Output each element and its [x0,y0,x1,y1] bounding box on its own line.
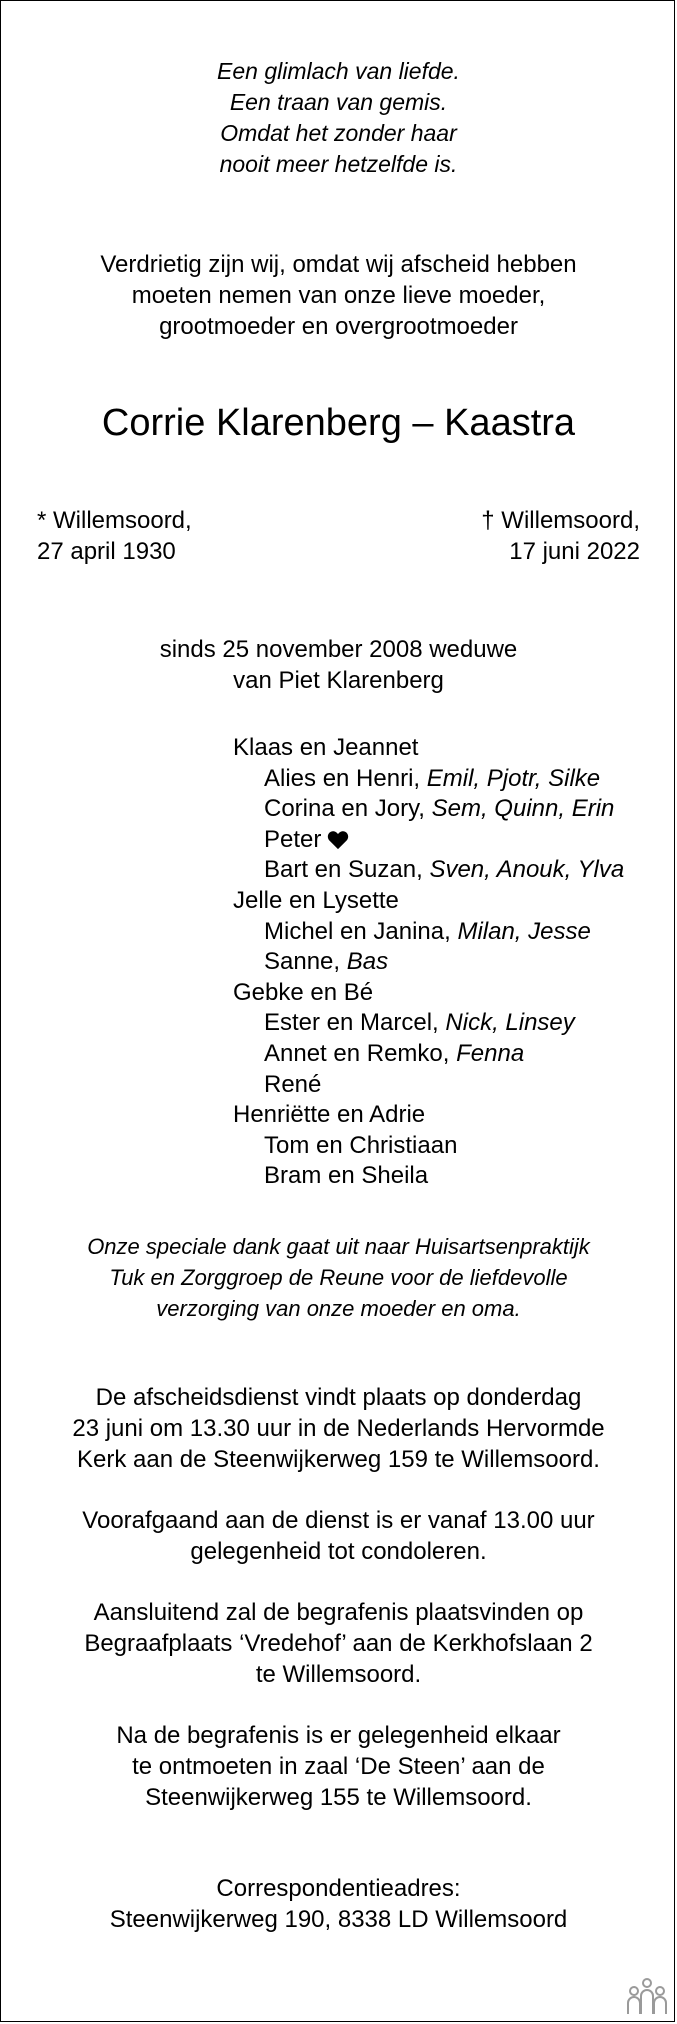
family-name: Sanne, [264,948,347,976]
burial-line: Aansluitend zal de begrafenis plaatsvinden op [93,1599,584,1626]
gathering-paragraph [0,1720,677,1813]
death-place: † Willemsoord, [481,507,640,534]
family-name: Ester en Marcel, [264,1009,446,1037]
family-name: Bram en Sheila [264,1162,429,1190]
family-name: Michel en Janina, [264,917,458,945]
family-row [233,1131,624,1162]
family-row [233,1161,624,1192]
family-name: Gebke en Bé [233,978,374,1006]
family-row [233,855,624,886]
widow-text [0,634,677,696]
family-row [233,794,624,825]
thanks-line: Tuk en Zorggroep de Reune voor de liefdevolle [109,1265,568,1290]
family-name: Bart en Suzan, [264,856,430,884]
family-kids: Nick, Linsey [445,1009,575,1037]
intro-line: Verdrietig zijn wij, omdat wij afscheid hebben [100,251,577,278]
intro-line: grootmoeder en overgrootmoeder [159,313,518,340]
poem [0,56,677,180]
family-row [233,764,624,795]
condolence-paragraph [0,1505,677,1567]
family-row [233,1100,624,1131]
birth-date: 27 april 1930 [37,538,176,565]
family-name: Klaas en Jeannet [233,734,419,761]
family-row [233,917,624,948]
thanks-line: Onze speciale dank gaat uit naar Huisartsenpraktijk [87,1234,590,1259]
thanks-line: verzorging van onze moeder en oma. [156,1296,521,1321]
birth-info [37,505,192,567]
birth-place: * Willemsoord, [37,507,192,534]
family-list [233,733,624,1192]
thanks-text [0,1231,677,1324]
family-name: Henriëtte en Adrie [233,1101,426,1129]
family-kids: Milan, Jesse [457,917,591,945]
family-row [233,947,624,978]
heart-icon [327,830,349,850]
service-paragraph [0,1382,677,1475]
family-row [233,1070,624,1101]
correspondence-label: Correspondentieadres: [216,1875,461,1902]
correspondence-address [0,1873,677,1935]
condolence-line: gelegenheid tot condoleren. [190,1538,487,1565]
family-name: Annet en Remko, [264,1039,457,1067]
family-name: René [264,1070,322,1098]
poem-line: Een traan van gemis. [229,89,448,115]
correspondence-line: Steenwijkerweg 190, 8338 LD Willemsoord [109,1906,568,1933]
intro-text [0,249,677,342]
family-name: Corina en Jory, [264,795,432,823]
family-name: Tom en Christiaan [264,1131,458,1159]
family-kids: Sven, Anouk, Ylva [429,856,625,884]
poem-line: Omdat het zonder haar [220,120,457,146]
gathering-line: Steenwijkerweg 155 te Willemsoord. [145,1784,532,1811]
widow-line: sinds 25 november 2008 weduwe [159,636,518,663]
people-logo-icon [625,1976,669,2016]
deceased-name: Corrie Klarenberg – Kaastra [101,402,576,444]
family-kids: Bas [346,948,389,976]
service-line: 23 juni om 13.30 uur in de Nederlands Hervormde [72,1415,605,1442]
burial-line: Begraafplaats ‘Vredehof’ aan de Kerkhofslaan 2 [84,1630,593,1657]
poem-line: nooit meer hetzelfde is. [219,151,458,177]
family-row [233,825,624,856]
family-row [233,733,624,764]
family-kids: Fenna [456,1039,525,1067]
poem-line: Een glimlach van liefde. [217,58,460,84]
gathering-line: Na de begrafenis is er gelegenheid elkaar [116,1722,561,1749]
intro-line: moeten nemen van onze lieve moeder, [131,282,546,309]
family-name: Peter [264,825,322,853]
gathering-line: te ontmoeten in zaal ‘De Steen’ aan de [132,1753,545,1780]
family-row [233,1008,624,1039]
family-name: Jelle en Lysette [233,886,399,914]
death-info [481,505,640,567]
service-line: Kerk aan de Steenwijkerweg 159 te Willemsoord. [77,1446,600,1473]
condolence-line: Voorafgaand aan de dienst is er vanaf 13.00 uur [82,1507,595,1534]
burial-line: te Willemsoord. [255,1661,422,1688]
service-line: De afscheidsdienst vindt plaats op donderdag [95,1384,582,1411]
family-row [233,978,624,1009]
family-kids: Emil, Pjotr, Silke [426,764,601,792]
family-name: Alies en Henri, [264,764,427,792]
death-date: 17 juni 2022 [509,538,640,565]
family-kids: Sem, Quinn, Erin [431,795,615,823]
family-row [233,1039,624,1070]
family-row [233,886,624,917]
widow-line: van Piet Klarenberg [233,667,444,694]
burial-paragraph [0,1597,677,1690]
